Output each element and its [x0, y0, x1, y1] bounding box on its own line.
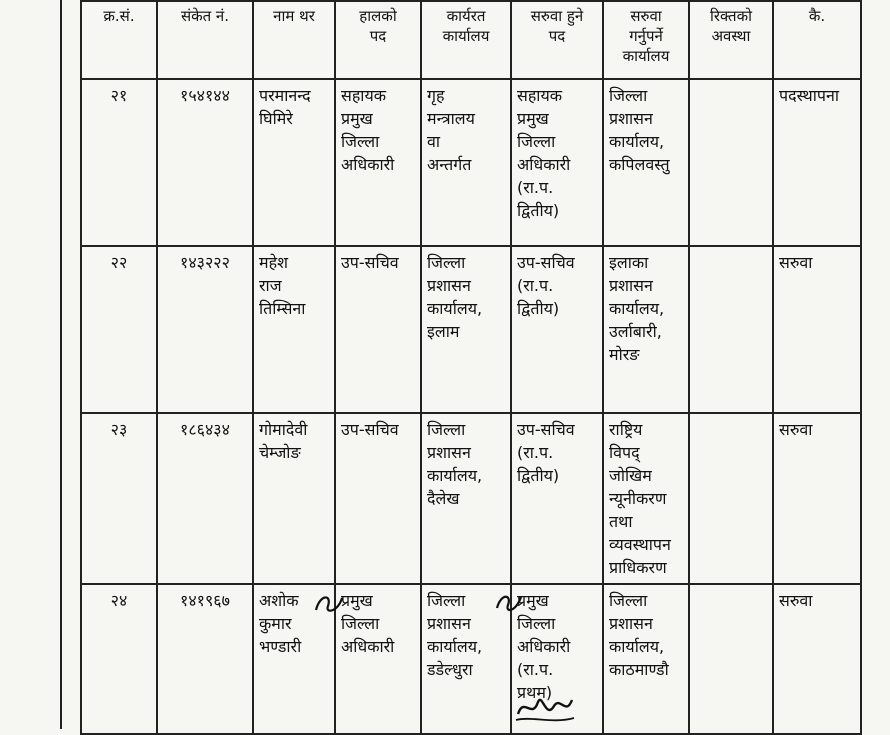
header-cell: कार्यरत कार्यालय — [421, 1, 511, 79]
transfer-office: जिल्ला प्रशासन कार्यालय, कपिलवस्तु — [603, 79, 689, 246]
transfer-office: राष्ट्रिय विपद् जोखिम न्यूनीकरण तथा व्यवस्थापन प्राधिकरण — [603, 413, 689, 584]
remark: सरुवा — [773, 584, 861, 734]
table-header-row — [81, 1, 861, 79]
remark: सरुवा — [773, 246, 861, 413]
header-cell: नाम थर — [253, 1, 335, 79]
handwritten-mark — [494, 590, 524, 620]
vacancy-status — [689, 413, 773, 584]
current-post: उप-सचिव — [335, 246, 421, 413]
transfer-post: सहायक प्रमुख जिल्ला अधिकारी (रा.प. द्वितीय) — [511, 79, 603, 246]
code-number: १५४१४४ — [157, 79, 253, 246]
header-cell: कै. — [773, 1, 861, 79]
serial-number: २२ — [81, 246, 157, 413]
header-cell: हालको पद — [335, 1, 421, 79]
serial-number: २३ — [81, 413, 157, 584]
current-post: प्रमुख जिल्ला अधिकारी — [335, 584, 421, 734]
code-number: १४१९६७ — [157, 584, 253, 734]
table-row — [81, 584, 861, 734]
current-office: जिल्ला प्रशासन कार्यालय, दैलेख — [421, 413, 511, 584]
margin-line — [60, 0, 62, 729]
transfer-post: उप-सचिव (रा.प. द्वितीय) — [511, 246, 603, 413]
table-row — [81, 413, 861, 584]
transfer-office: जिल्ला प्रशासन कार्यालय, काठमाण्डौ — [603, 584, 689, 734]
header-cell: संकेत नं. — [157, 1, 253, 79]
header-cell: रिक्तको अवस्था — [689, 1, 773, 79]
current-office: जिल्ला प्रशासन कार्यालय, डडेल्धुरा — [421, 584, 511, 734]
header-cell: सरुवा गर्नुपर्ने कार्यालय — [603, 1, 689, 79]
transfer-office: इलाका प्रशासन कार्यालय, उर्लाबारी, मोरङ — [603, 246, 689, 413]
handwritten-signature — [512, 690, 578, 726]
employee-name: महेश राज तिम्सिना — [253, 246, 335, 413]
code-number: १४३२२२ — [157, 246, 253, 413]
vacancy-status — [689, 584, 773, 734]
header-cell: सरुवा हुने पद — [511, 1, 603, 79]
remark: सरुवा — [773, 413, 861, 584]
current-office: गृह मन्त्रालय वा अन्तर्गत — [421, 79, 511, 246]
table-row — [81, 79, 861, 246]
handwritten-mark — [312, 590, 346, 620]
serial-number: २१ — [81, 79, 157, 246]
transfer-post: उप-सचिव (रा.प. द्वितीय) — [511, 413, 603, 584]
current-office: जिल्ला प्रशासन कार्यालय, इलाम — [421, 246, 511, 413]
vacancy-status — [689, 246, 773, 413]
code-number: १८६४३४ — [157, 413, 253, 584]
transfer-post: प्रमुख जिल्ला अधिकारी (रा.प. प्रथम) — [511, 584, 603, 734]
employee-name: अशोक कुमार भण्डारी — [253, 584, 335, 734]
current-post: उप-सचिव — [335, 413, 421, 584]
transfer-table — [80, 0, 862, 735]
current-post: सहायक प्रमुख जिल्ला अधिकारी — [335, 79, 421, 246]
remark: पदस्थापना — [773, 79, 861, 246]
employee-name: गोमादेवी चेम्जोङ — [253, 413, 335, 584]
vacancy-status — [689, 79, 773, 246]
header-cell: क्र.सं. — [81, 1, 157, 79]
table-row — [81, 246, 861, 413]
employee-name: परमानन्द घिमिरे — [253, 79, 335, 246]
serial-number: २४ — [81, 584, 157, 734]
